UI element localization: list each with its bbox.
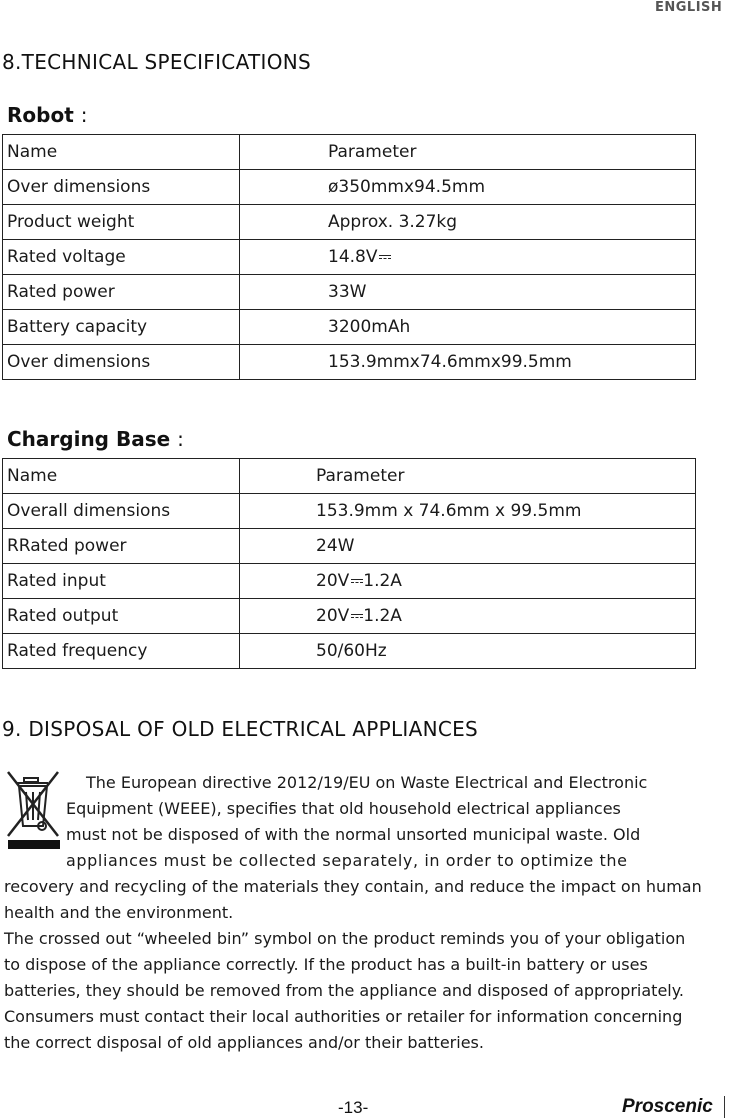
spec-value-cell: [240, 240, 696, 275]
spec-name-cell: Rated frequency: [3, 634, 240, 669]
spec-name-cell: Overall dimensions: [3, 494, 240, 529]
disposal-line-3: must not be disposed of with the normal unsorted municipal waste. Old: [66, 825, 641, 844]
robot-label: Robot: [7, 103, 74, 127]
spec-value-cell: [240, 275, 696, 310]
brand-divider: [724, 1096, 725, 1118]
spec-row: [3, 205, 696, 240]
spec-value-cell: [240, 205, 696, 240]
spec-value-cell: [240, 564, 696, 599]
spec-name-cell: RRated power: [3, 529, 240, 564]
spec-value: 20V: [316, 571, 350, 591]
disposal-paragraph-3: Consumers must contact their local authorities or retailer for information concerning the correct disposal of old appliances and/or their batteries.: [4, 1007, 683, 1052]
spec-value: ø350mmx94.5mm: [328, 177, 486, 197]
spec-row: [3, 135, 696, 170]
spec-value-cell: [240, 529, 696, 564]
disposal-paragraph-1-rest: recovery and recycling of the materials they contain, and reduce the impact on human health and the environment.: [4, 877, 702, 922]
language-label: ENGLISH: [655, 0, 723, 15]
dc-symbol-icon: [351, 577, 363, 585]
spec-value: 24W: [316, 536, 355, 556]
spec-row: [3, 240, 696, 275]
spec-row: [3, 634, 696, 669]
spec-value: 50/60Hz: [316, 641, 387, 661]
disposal-text: [4, 770, 704, 1056]
charging-base-spec-table: [2, 458, 696, 669]
spec-value-suffix: 1.2A: [363, 606, 402, 626]
spec-row: [3, 459, 696, 494]
spec-value-cell: [240, 170, 696, 205]
spec-row: [3, 564, 696, 599]
spec-name-cell: Name: [3, 135, 240, 170]
spec-value: Parameter: [316, 466, 405, 486]
charging-base-label: Charging Base: [7, 427, 171, 451]
spec-name-cell: Rated voltage: [3, 240, 240, 275]
spec-value-cell: [240, 459, 696, 494]
spec-value-cell: [240, 494, 696, 529]
spec-value-cell: [240, 634, 696, 669]
spec-name-cell: Over dimensions: [3, 345, 240, 380]
spec-value-cell: [240, 135, 696, 170]
section-8-title: 8.TECHNICAL SPECIFICATIONS: [2, 50, 312, 74]
spec-name-cell: Over dimensions: [3, 170, 240, 205]
spec-name-cell: Name: [3, 459, 240, 494]
spec-value: 33W: [328, 282, 367, 302]
charging-base-heading: [7, 427, 184, 451]
dc-symbol-icon: [379, 253, 391, 261]
spec-row: [3, 275, 696, 310]
spec-value-cell: [240, 345, 696, 380]
disposal-paragraph-2: The crossed out “wheeled bin” symbol on the product reminds you of your obligation to dispose of the appliance correctly. If the product has a built-in battery or uses batteries, they should be removed from the appliance and disposed of appropriately.: [4, 929, 686, 1000]
robot-colon: :: [80, 103, 88, 127]
spec-row: [3, 529, 696, 564]
spec-name-cell: Rated output: [3, 599, 240, 634]
robot-spec-table: [2, 134, 696, 380]
spec-name-cell: Rated input: [3, 564, 240, 599]
spec-value-cell: [240, 310, 696, 345]
spec-value: 3200mAh: [328, 317, 411, 337]
spec-name-cell: Battery capacity: [3, 310, 240, 345]
spec-row: [3, 599, 696, 634]
spec-value: 14.8V: [328, 247, 378, 267]
spec-value: 153.9mmx74.6mmx99.5mm: [328, 352, 572, 372]
spec-name-cell: Rated power: [3, 275, 240, 310]
brand-logo: Proscenic: [622, 1096, 713, 1117]
dc-symbol-icon: [351, 612, 363, 620]
spec-row: [3, 345, 696, 380]
spec-row: [3, 494, 696, 529]
spec-value: Parameter: [328, 142, 417, 162]
spec-value-cell: [240, 599, 696, 634]
spec-row: [3, 170, 696, 205]
spec-value: 153.9mm x 74.6mm x 99.5mm: [316, 501, 582, 521]
charging-base-colon: :: [177, 427, 184, 451]
page-number: -13-: [338, 1098, 369, 1117]
spec-value-suffix: 1.2A: [363, 571, 402, 591]
disposal-line-2: Equipment (WEEE), specifies that old household electrical appliances: [66, 799, 621, 818]
section-9-title: 9. DISPOSAL OF OLD ELECTRICAL APPLIANCES: [2, 717, 479, 741]
spec-value: 20V: [316, 606, 350, 626]
spec-name-cell: Product weight: [3, 205, 240, 240]
disposal-line-4: appliances must be collected separately, in order to optimize the: [66, 851, 628, 870]
robot-heading: [7, 103, 87, 127]
disposal-line-1: The European directive 2012/19/EU on Waste Electrical and Electronic: [86, 773, 648, 792]
spec-row: [3, 310, 696, 345]
spec-value: Approx. 3.27kg: [328, 212, 458, 232]
